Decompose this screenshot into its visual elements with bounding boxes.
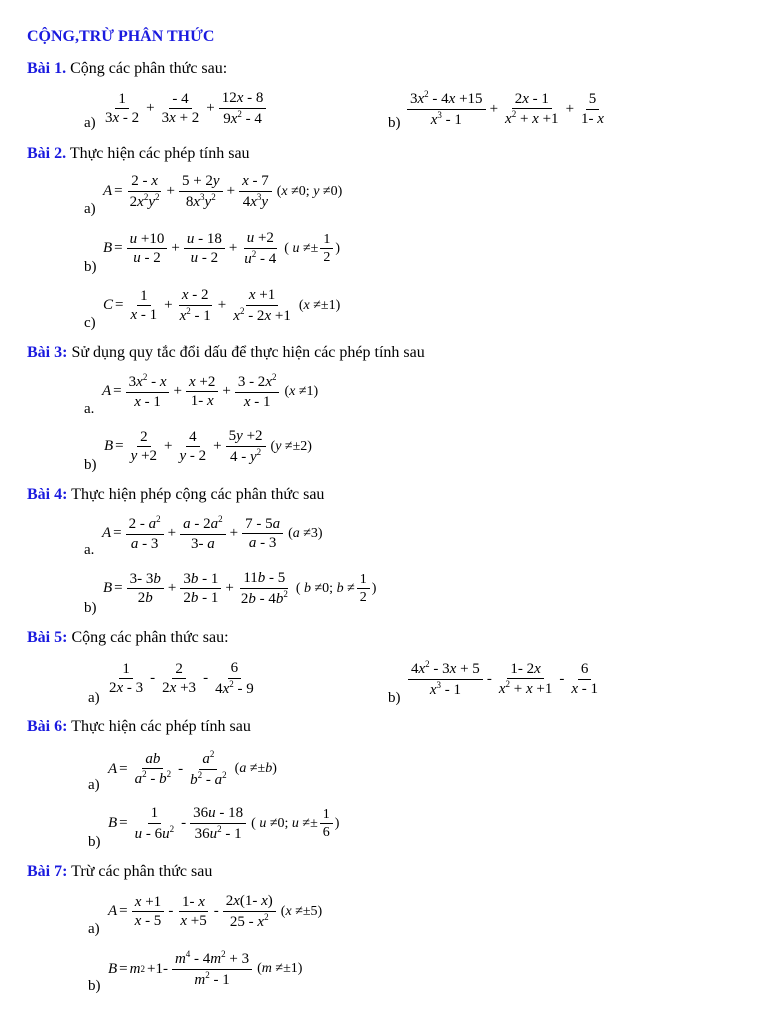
item-label: c) <box>84 315 96 331</box>
item-label: a) <box>88 690 100 706</box>
exercise-5-heading <box>27 629 229 647</box>
exercise-text: Trừ các phân thức sau <box>67 863 213 880</box>
math-expression: $\frac{4x^2 - 3x + 5}{x^3 - 1}$ - $\frac{1- 2x}{x^2 + x +1}$ - $\frac{6}{x - 1}$ <box>406 660 603 698</box>
math-expression: B = $\frac{2}{y +2}$ + $\frac{4}{y - 2}$ + $\frac{5y +2}{4 - y^2}$ (y ≠±2) <box>104 428 312 465</box>
math-expression: B = $\frac{1}{u - 6u^2}$ - $\frac{36u - 18}{36u^2 - 1}$ ( u ≠0; u ≠± $\frac{1}{6}$ ) <box>108 805 340 842</box>
math-expression: A = $\frac{ab}{a^2 - b^2}$ - $\frac{a^2}{b^2 - a^2}$ (a ≠±b) <box>108 749 277 788</box>
exercise-text: Thực hiện phép cộng các phân thức sau <box>67 486 325 503</box>
exercise-1-heading <box>27 60 227 78</box>
exercise-text: Cộng các phân thức sau: <box>67 629 229 646</box>
math-expression: B = m 2 +1- $\frac{m^4 - 4m^2 + 3}{m^2 - 1}$ (m ≠±1) <box>108 949 303 988</box>
exercise-text: Thực hiện các phép tính sau <box>67 718 251 735</box>
exercise-number: Bài 5: <box>27 629 68 646</box>
math-expression: C = $\frac{1}{x - 1}$ + $\frac{x - 2}{x^2 - 1}$ + $\frac{x +1}{x^2 - 2x +1}$ (x ≠±1) <box>103 287 341 324</box>
math-expression: A = $\frac{2 - x}{2x^2y^2}$ + $\frac{5 + 2y}{8x^3y^2}$ + $\frac{x - 7}{4x^3y}$ (x ≠0; y ≠0) <box>103 173 343 210</box>
item-label: b) <box>84 259 97 275</box>
exercise-number: Bài 3: <box>27 344 68 361</box>
exercise-number: Bài 7: <box>27 863 68 880</box>
exercise-4-heading <box>27 486 324 504</box>
item-label: a. <box>84 401 95 417</box>
item-label: a) <box>88 921 100 937</box>
exercise-text: Thực hiện các phép tính sau <box>66 145 250 162</box>
exercise-number: Bài 4: <box>27 486 68 503</box>
math-expression: A = $\frac{3x^2 - x}{x - 1}$ + $\frac{x +2}{1- x}$ + $\frac{3 - 2x^2}{x - 1}$ (x ≠1) <box>102 372 319 410</box>
math-expression: $\frac{3x^2 - 4x +15}{x^3 - 1}$ + $\frac{2x - 1}{x^2 + x +1}$ + $\frac{5}{1- x}$ <box>405 90 609 128</box>
math-expression: A = $\frac{x +1}{x - 5}$ - $\frac{1- x}{x +5}$ - $\frac{2x(1- x)}{25 - x^2}$ (x ≠±5) <box>108 893 323 930</box>
item-label: b) <box>388 690 401 706</box>
item-label: a) <box>84 115 96 131</box>
exercise-text: Sử dụng quy tắc đổi dấu để thực hiện các phép tính sau <box>67 344 425 361</box>
exercise-6-heading <box>27 718 251 736</box>
page-title: CỘNG,TRỪ PHÂN THỨC <box>27 28 215 45</box>
math-expression: $\frac{1}{3x - 2}$ + $\frac{- 4}{3x + 2}$ + $\frac{12x - 8}{9x^2 - 4}$ <box>100 90 268 127</box>
exercise-number: Bài 1. <box>27 60 67 77</box>
exercise-3-heading <box>27 344 425 362</box>
item-label: b) <box>388 115 401 131</box>
math-expression: B = $\frac{3- 3b}{2b}$ + $\frac{3b - 1}{2b - 1}$ + $\frac{11b - 5}{2b - 4b^2}$ ( b ≠0; b ≠ $\frac{1}{2}$ ) <box>103 570 377 607</box>
math-expression: B = $\frac{u +10}{u - 2}$ + $\frac{u - 18}{u - 2}$ + $\frac{u +2}{u^2 - 4}$ ( u ≠± $\frac{1}{2}$ ) <box>103 230 341 267</box>
exercise-2-heading <box>27 145 250 163</box>
item-label: a) <box>84 201 96 217</box>
item-label: b) <box>88 978 101 994</box>
exercise-7-heading <box>27 863 212 881</box>
math-expression: A = $\frac{2 - a^2}{a - 3}$ + $\frac{a - 2a^2}{3- a}$ + $\frac{7 - 5a}{a - 3}$ (a ≠3) <box>102 514 323 552</box>
exercise-text: Cộng các phân thức sau: <box>66 60 228 77</box>
exercise-number: Bài 2. <box>27 145 67 162</box>
item-label: b) <box>84 457 97 473</box>
exercise-number: Bài 6: <box>27 718 68 735</box>
item-label: b) <box>88 834 101 850</box>
item-label: a. <box>84 542 95 558</box>
item-label: a) <box>88 777 100 793</box>
item-label: b) <box>84 600 97 616</box>
math-expression: $\frac{1}{2x - 3}$ - $\frac{2}{2x +3}$ - $\frac{6}{4x^2 - 9}$ <box>109 660 254 697</box>
